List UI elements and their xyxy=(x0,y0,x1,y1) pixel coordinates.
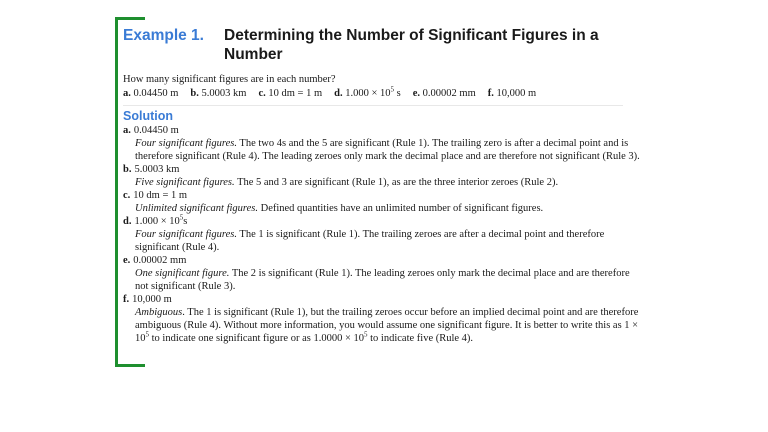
item-body: Four significant figures. The two 4s and the 5 are significant (Rule 1). The trailing zero is after a decimal point and is therefore significant (Rule 4). The leading zeroes only mark the decimal place and are therefore not significant (Rule 3). xyxy=(135,138,640,162)
choice-f: f. 10,000 m xyxy=(487,88,537,99)
item-head: c. 10 dm = 1 m xyxy=(123,190,188,201)
item-body: Ambiguous. The 1 is significant (Rule 1), but the trailing zeroes occur before an implied decimal point and are therefore ambiguous (Rule 4). Without more information, you would assume one significant figure. It is better to write this as $1 \times 10^5$ to indicate one significant figure or as $1.0000 \times 10^5$ to indicate five (Rule 4). xyxy=(135,307,639,344)
item-body: One significant figure. The 2 is significant (Rule 1). The leading zeroes only mark the decimal place and are therefore not significant (Rule 3). xyxy=(135,268,630,292)
choice-e: e. 0.00002 mm xyxy=(412,88,476,99)
choice-c: c. 10 dm = 1 m xyxy=(258,88,323,99)
solution-item-e xyxy=(123,254,643,293)
item-head: d. $1.000 \times 10^5s$ xyxy=(123,213,188,227)
solution-item-f xyxy=(123,293,643,345)
choice-a: a. 0.04450 m xyxy=(123,88,179,99)
example-box xyxy=(123,26,643,345)
bracket-top xyxy=(115,17,145,20)
solution-item-d xyxy=(123,215,643,254)
item-body: Five significant figures. The 5 and 3 are significant (Rule 1), as are the three interior zeroes (Rule 2). xyxy=(135,177,559,188)
item-head: a. 0.04450 m xyxy=(123,125,179,136)
item-head: e. 0.00002 mm xyxy=(123,255,187,266)
item-head: f. 10,000 m xyxy=(123,294,172,305)
example-title-row xyxy=(123,26,643,64)
divider xyxy=(123,105,623,106)
choice-b: b. 5.0003 km xyxy=(190,88,247,99)
solution-heading: Solution xyxy=(123,109,173,123)
example-label: Example 1. xyxy=(123,27,204,44)
item-body: Four significant figures. The 1 is significant (Rule 1). The trailing zeroes are after a decimal point and therefore significant (Rule 4). xyxy=(135,229,605,253)
item-head: b. 5.0003 km xyxy=(123,164,180,175)
choice-d: d. $1.000 \times 10^5$ s xyxy=(334,85,401,99)
choices-row xyxy=(123,87,643,100)
bracket-left xyxy=(115,17,118,367)
question-text: How many significant figures are in each number? xyxy=(123,74,336,85)
solution-item-a xyxy=(123,124,643,163)
solution-item-b xyxy=(123,163,643,189)
example-title: Determining the Number of Significant Figures in a Number xyxy=(224,27,599,63)
solution-item-c xyxy=(123,189,643,215)
item-body: Unlimited significant figures. Defined quantities have an unlimited number of significant figures. xyxy=(135,203,544,214)
bracket-bottom xyxy=(115,364,145,367)
